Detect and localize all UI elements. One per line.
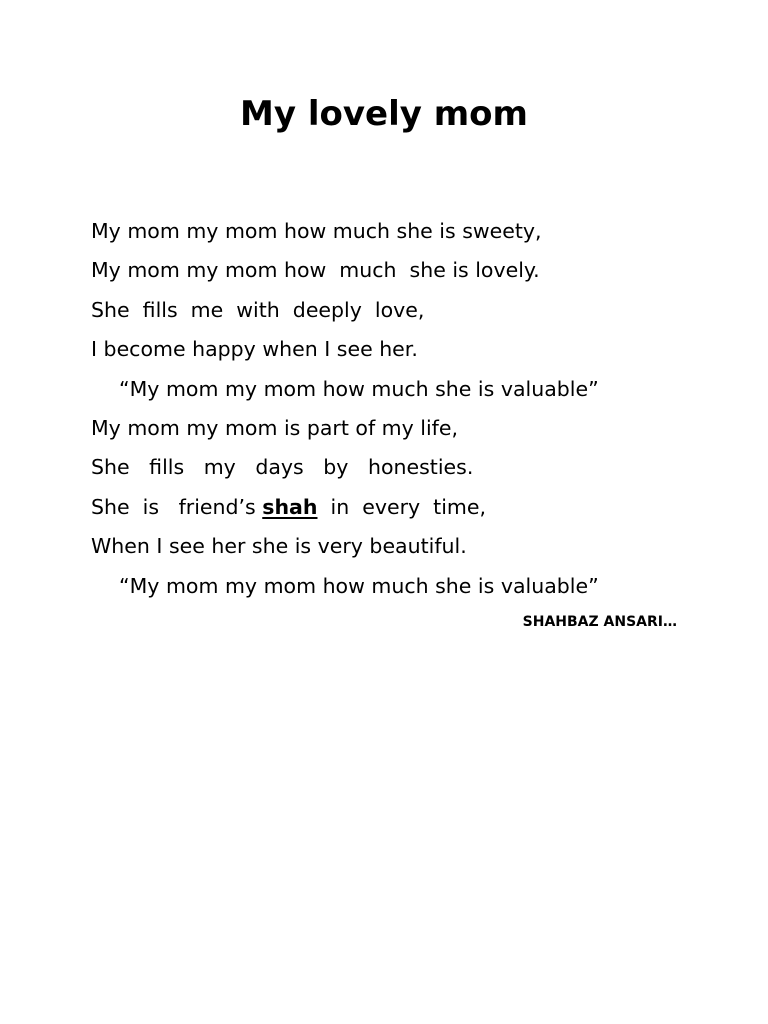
author-signature: SHAHBAZ ANSARI… [522, 614, 677, 630]
poem-line: She fills my days by honesties. [91, 455, 474, 480]
poem-line: My mom my mom how much she is sweety, [91, 219, 542, 243]
poem-line: I become happy when I see her. [91, 337, 418, 362]
poem-refrain-line: “My mom my mom how much she is valuable” [119, 376, 599, 401]
poem-title: My lovely mom [240, 94, 528, 134]
poem-line: My mom my mom how much she is lovely. [91, 258, 540, 283]
poem-line-segment: She is friend’s [91, 494, 263, 519]
poem-line: When I see her she is very beautiful. [91, 534, 467, 559]
poem-body [91, 212, 711, 606]
poem-line-segment: in every time, [317, 494, 487, 519]
poem-line: She fills me with deeply love, [91, 297, 425, 322]
poem-refrain-line: “My mom my mom how much she is valuable” [119, 573, 599, 598]
poem-line [91, 488, 711, 527]
poem-line: My mom my mom is part of my life, [91, 415, 459, 440]
emphasized-word: shah [262, 494, 318, 519]
